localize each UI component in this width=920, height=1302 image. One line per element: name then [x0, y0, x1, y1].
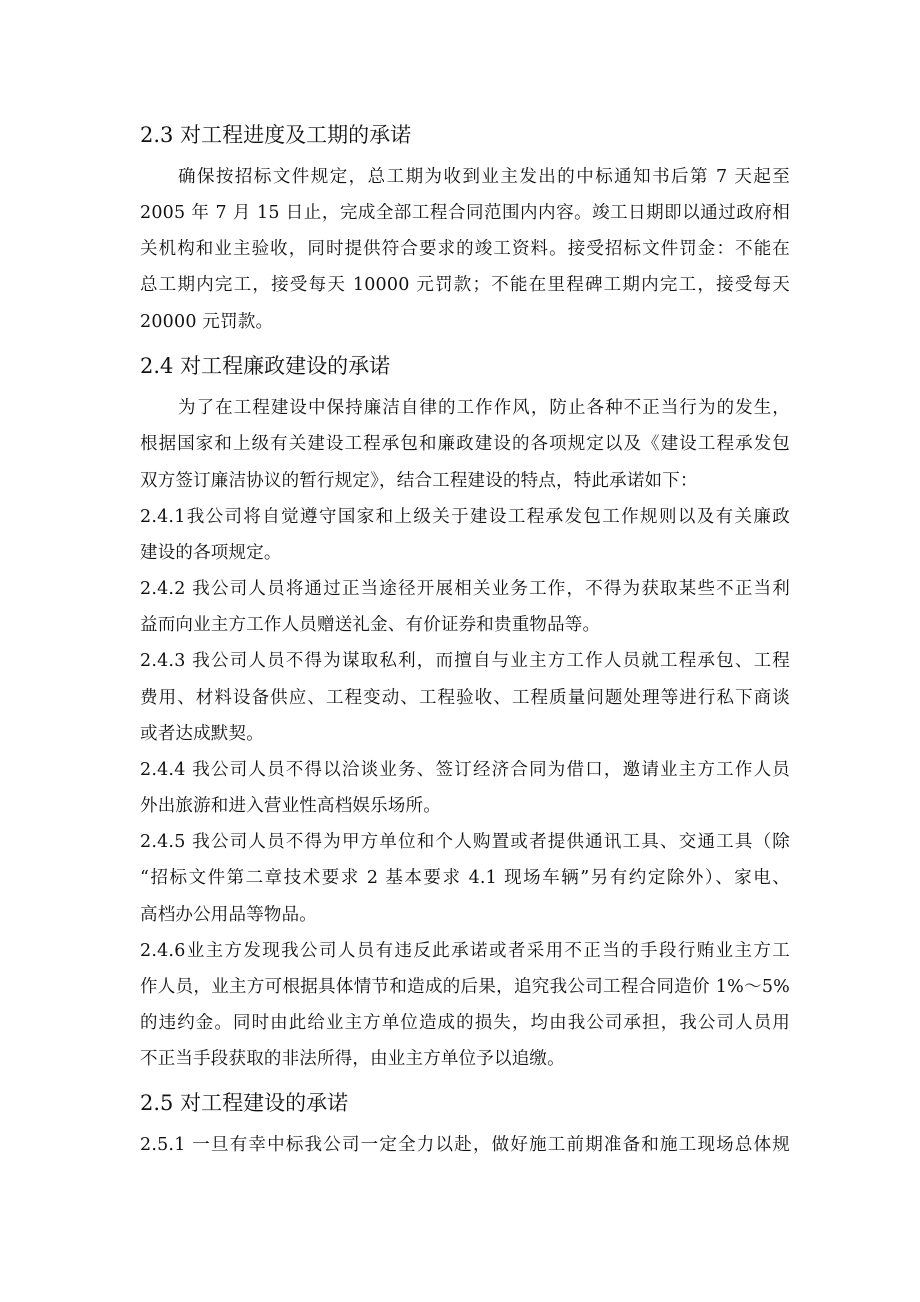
paragraph-line: 2005 年 7 月 15 日止，完成全部工程合同范围内内容。竣工日期即以通过政府相: [140, 203, 790, 223]
paragraph-line: 或者达成默契。: [140, 724, 264, 744]
paragraph-line: 20000 元罚款。: [140, 312, 274, 332]
paragraph-line: “招标文件第二章技术要求 2 基本要求 4.1 现场车辆”另有约定除外）、家电、: [140, 868, 790, 888]
paragraph-line: 费用、材料设备供应、工程变动、工程验收、工程质量问题处理等进行私下商谈: [140, 688, 790, 708]
clause-2-4-1: 2.4.1我公司将自觉遵守国家和上级关于建设工程承发包工作规则以及有关廉政: [140, 507, 790, 527]
paragraph-line: 关机构和业主验收，同时提供符合要求的竣工资料。接受招标文件罚金：不能在: [140, 239, 790, 259]
paragraph-line: 建设的各项规定。: [140, 543, 282, 563]
paragraph-line: 确保按招标文件规定，总工期为收到业主发出的中标通知书后第 7 天起至: [178, 167, 790, 187]
paragraph-line: 总工期内完工，接受每天 10000 元罚款；不能在里程碑工期内完工，接受每天: [140, 275, 790, 295]
clause-2-4-6: 2.4.6业主方发现我公司人员有违反此承诺或者采用不正当的手段行贿业主方工: [140, 941, 790, 961]
section-heading-2-4: 2.4 对工程廉政建设的承诺: [140, 354, 391, 378]
clause-2-4-2: 2.4.2 我公司人员将通过正当途径开展相关业务工作，不得为获取某些不正当利: [140, 579, 790, 599]
paragraph-line: 根据国家和上级有关建设工程承包和廉政建设的各项规定以及《建设工程承发包: [140, 434, 790, 454]
paragraph-line: 的违约金。同时由此给业主方单位造成的损失，均由我公司承担，我公司人员用: [140, 1013, 790, 1033]
clause-2-4-5: 2.4.5 我公司人员不得为甲方单位和个人购置或者提供通讯工具、交通工具（除: [140, 832, 790, 852]
paragraph-line: 高档办公用品等物品。: [140, 905, 317, 925]
paragraph-line: 益而向业主方工作人员赠送礼金、有价证券和贵重物品等。: [140, 615, 601, 635]
paragraph-line: 不正当手段获取的非法所得，由业主方单位予以追缴。: [140, 1049, 565, 1069]
paragraph-line: 外出旅游和进入营业性高档娱乐场所。: [140, 796, 441, 816]
section-heading-2-5: 2.5 对工程建设的承诺: [140, 1091, 349, 1115]
clause-2-5-1: 2.5.1 一旦有幸中标我公司一定全力以赴，做好施工前期准备和施工现场总体规: [140, 1135, 790, 1155]
clause-2-4-4: 2.4.4 我公司人员不得以洽谈业务、签订经济合同为借口，邀请业主方工作人员: [140, 760, 790, 780]
paragraph-line: 作人员，业主方可根据具体情节和造成的后果，追究我公司工程合同造价 1%～5%: [140, 977, 790, 997]
paragraph-line: 为了在工程建设中保持廉洁自律的工作作风，防止各种不正当行为的发生，: [178, 398, 790, 418]
clause-2-4-3: 2.4.3 我公司人员不得为谋取私利，而擅自与业主方工作人员就工程承包、工程: [140, 651, 790, 671]
paragraph-line: 双方签订廉洁协议的暂行规定》，结合工程建设的特点，特此承诺如下：: [140, 471, 698, 491]
section-heading-2-3: 2.3 对工程进度及工期的承诺: [140, 123, 412, 147]
